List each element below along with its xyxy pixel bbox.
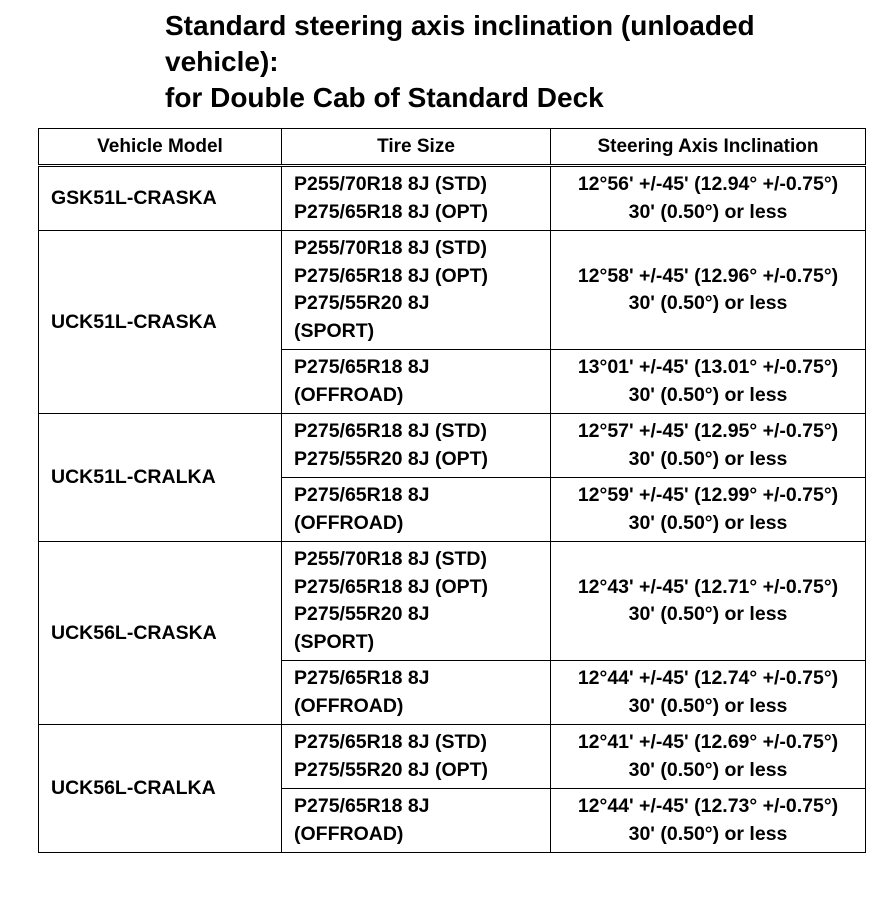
tire-size-cell — [282, 166, 551, 231]
table-header-row — [39, 129, 866, 166]
steering-axis-inclination-cell — [551, 661, 866, 725]
tire-size-cell — [282, 414, 551, 478]
steering-axis-inclination-cell — [551, 166, 866, 231]
tire-size-line: (OFFROAD) — [294, 694, 404, 717]
steering-axis-inclination-cell — [551, 725, 866, 789]
inclination-line: 30' (0.50°) or less — [628, 292, 788, 314]
tire-size-line: P275/65R18 8J — [294, 667, 430, 689]
tire-size-line: (SPORT) — [294, 319, 375, 342]
tire-size-line: P275/55R20 8J — [294, 292, 430, 314]
tire-size-line: P275/65R18 8J (OPT) — [294, 575, 489, 598]
tire-size-line: P275/65R18 8J (OPT) — [294, 200, 489, 223]
tire-size-line: (OFFROAD) — [294, 383, 404, 406]
tire-size-cell — [282, 350, 551, 414]
inclination-line: 12°59' +/-45' (12.99° +/-0.75°) — [577, 484, 839, 506]
tire-size-line: P275/65R18 8J — [294, 795, 430, 817]
inclination-line: 12°44' +/-45' (12.73° +/-0.75°) — [577, 795, 839, 817]
table-row — [39, 166, 866, 231]
tire-size-line: P275/65R18 8J — [294, 484, 430, 506]
table-row — [39, 231, 866, 350]
inclination-line: 30' (0.50°) or less — [628, 758, 788, 781]
header-vehicle-model: Vehicle Model — [39, 129, 282, 166]
page-title — [165, 8, 885, 116]
header-tire-size: Tire Size — [282, 129, 551, 166]
tire-size-cell — [282, 661, 551, 725]
table-row — [39, 725, 866, 789]
tire-size-cell — [282, 542, 551, 661]
tire-size-line: P275/55R20 8J — [294, 603, 430, 625]
tire-size-cell — [282, 231, 551, 350]
tire-size-line: P255/70R18 8J (STD) — [294, 173, 487, 195]
steering-axis-inclination-cell — [551, 542, 866, 661]
tire-size-line: P275/65R18 8J — [294, 356, 430, 378]
vehicle-model-cell: UCK56L-CRASKA — [39, 542, 282, 725]
title-line-2: vehicle): — [165, 46, 279, 77]
steering-axis-inclination-cell — [551, 414, 866, 478]
tire-size-line: P275/65R18 8J (OPT) — [294, 264, 489, 287]
vehicle-model-cell: UCK51L-CRALKA — [39, 414, 282, 542]
steering-axis-inclination-cell — [551, 231, 866, 350]
tire-size-line: (OFFROAD) — [294, 822, 404, 845]
tire-size-line: P255/70R18 8J (STD) — [294, 237, 487, 259]
inclination-line: 12°44' +/-45' (12.74° +/-0.75°) — [577, 667, 839, 689]
inclination-line: 30' (0.50°) or less — [628, 694, 788, 717]
inclination-line: 30' (0.50°) or less — [628, 511, 788, 534]
tire-size-line: P275/65R18 8J (STD) — [294, 731, 487, 753]
header-steering-axis-inclination: Steering Axis Inclination — [551, 129, 866, 166]
inclination-line: 30' (0.50°) or less — [628, 822, 788, 845]
inclination-line: 12°56' +/-45' (12.94° +/-0.75°) — [577, 173, 839, 195]
inclination-line: 30' (0.50°) or less — [628, 447, 788, 470]
inclination-line: 12°41' +/-45' (12.69° +/-0.75°) — [577, 731, 839, 753]
tire-size-line: P275/65R18 8J (STD) — [294, 420, 487, 442]
vehicle-model-cell: GSK51L-CRASKA — [39, 166, 282, 231]
tire-size-line: (SPORT) — [294, 630, 375, 653]
tire-size-line: P275/55R20 8J (OPT) — [294, 447, 489, 470]
vehicle-model-cell: UCK51L-CRASKA — [39, 231, 282, 414]
inclination-line: 12°58' +/-45' (12.96° +/-0.75°) — [577, 264, 839, 287]
title-line-3: for Double Cab of Standard Deck — [165, 82, 604, 113]
steering-axis-inclination-cell — [551, 350, 866, 414]
tire-size-cell — [282, 478, 551, 542]
table-row — [39, 414, 866, 478]
tire-size-cell — [282, 789, 551, 853]
table-row — [39, 542, 866, 661]
tire-size-line: (OFFROAD) — [294, 511, 404, 534]
inclination-line: 30' (0.50°) or less — [628, 200, 788, 223]
inclination-line: 12°43' +/-45' (12.71° +/-0.75°) — [577, 575, 839, 598]
inclination-line: 13°01' +/-45' (13.01° +/-0.75°) — [577, 356, 839, 378]
inclination-line: 30' (0.50°) or less — [628, 603, 788, 625]
steering-axis-inclination-cell — [551, 789, 866, 853]
tire-size-line: P275/55R20 8J (OPT) — [294, 758, 489, 781]
vehicle-model-cell: UCK56L-CRALKA — [39, 725, 282, 853]
tire-size-line: P255/70R18 8J (STD) — [294, 548, 487, 570]
inclination-line: 12°57' +/-45' (12.95° +/-0.75°) — [577, 420, 839, 442]
inclination-line: 30' (0.50°) or less — [628, 383, 788, 406]
steering-axis-inclination-cell — [551, 478, 866, 542]
steering-axis-inclination-table — [38, 128, 866, 853]
tire-size-cell — [282, 725, 551, 789]
title-line-1: Standard steering axis inclination (unloaded — [165, 10, 755, 41]
table-body — [39, 166, 866, 853]
